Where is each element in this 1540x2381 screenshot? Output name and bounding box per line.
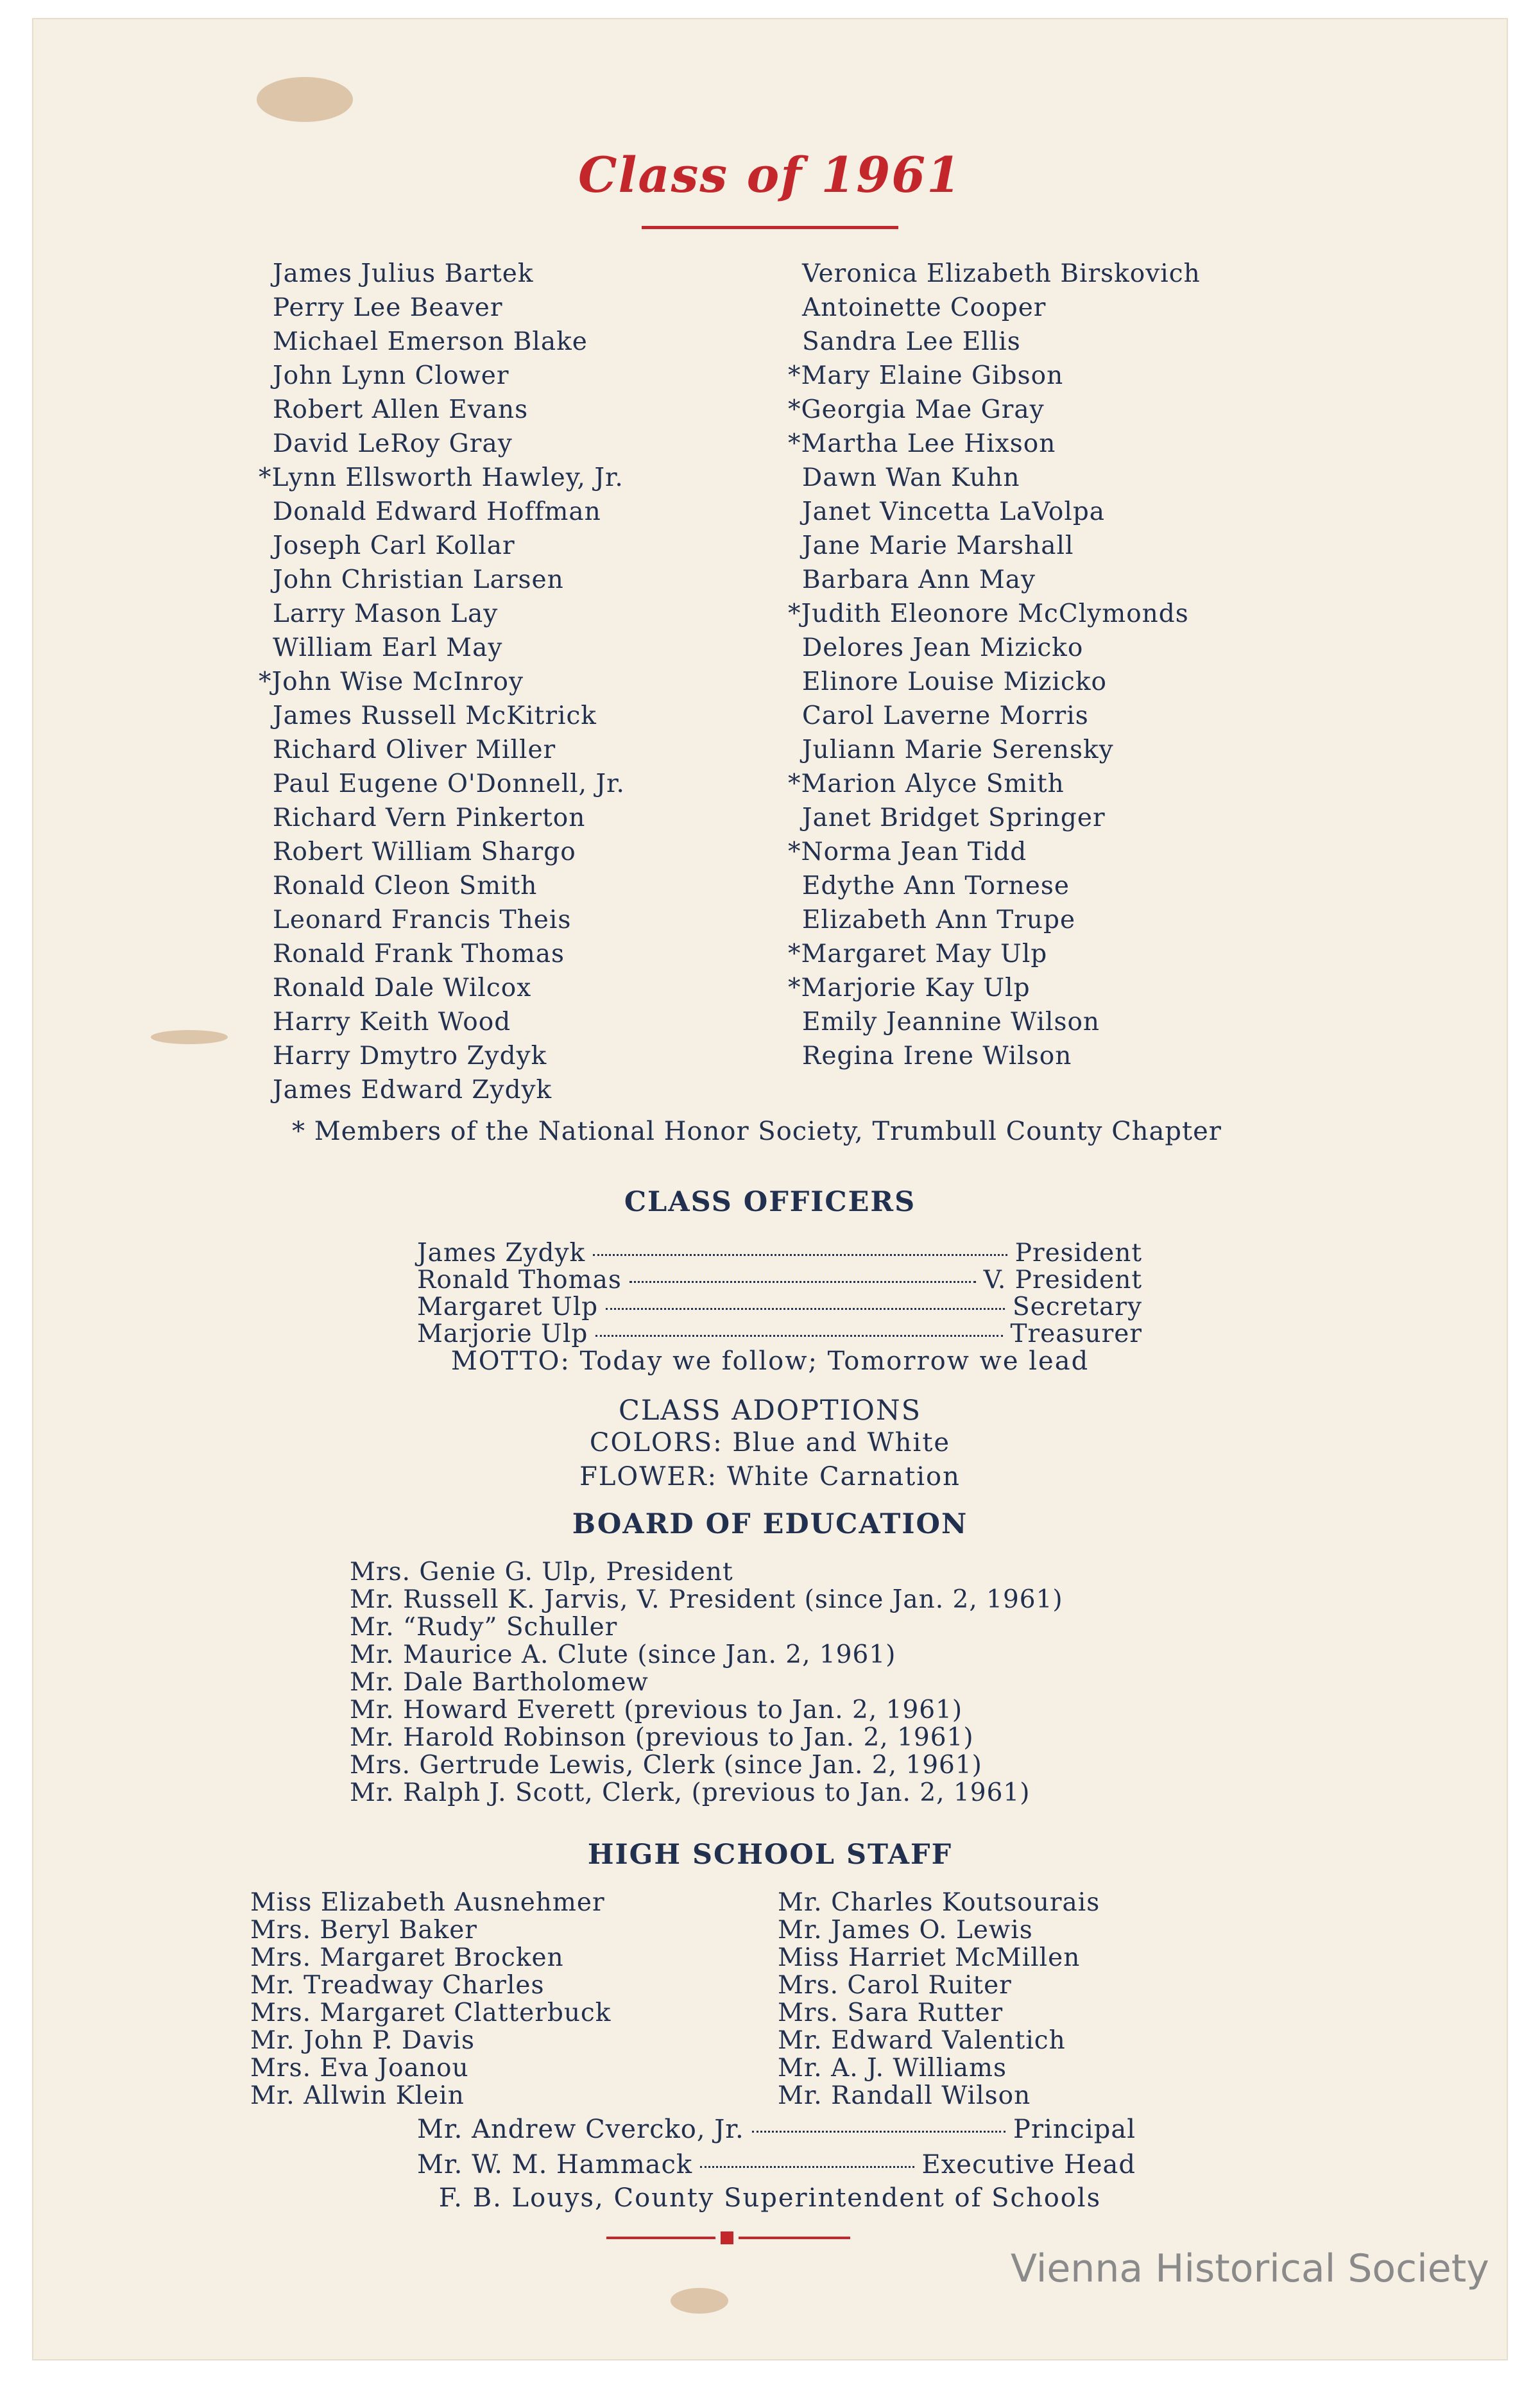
leader-dots: [629, 1281, 976, 1283]
left-graduates-column: [259, 257, 625, 1107]
staff-member: Miss Harriet McMillen: [778, 1943, 1081, 1972]
graduate-name: Veronica Elizabeth Birskovich: [802, 259, 1201, 288]
executive-name: Mr. W. M. Hammack: [417, 2150, 693, 2179]
graduate-name: Jane Marie Marshall: [802, 531, 1074, 560]
graduate-name: *Margaret May Ulp: [788, 940, 1048, 968]
graduate-name: Donald Edward Hoffman: [273, 497, 601, 526]
leader-dots: [752, 2131, 1005, 2133]
graduate-name: Juliann Marie Serensky: [802, 735, 1114, 764]
graduate-name: Leonard Francis Theis: [273, 906, 572, 934]
staff-member: Mr. Edward Valentich: [778, 2026, 1066, 2055]
graduate-name: Sandra Lee Ellis: [802, 327, 1021, 356]
class-officers-heading: CLASS OFFICERS: [624, 1186, 916, 1218]
class-motto: MOTTO: Today we follow; Tomorrow we lead: [450, 1346, 1090, 1376]
graduate-name: Janet Bridget Springer: [802, 804, 1106, 832]
graduate-name: Richard Oliver Miller: [273, 735, 556, 764]
graduate-name: Perry Lee Beaver: [273, 293, 503, 322]
board-member: Mrs. Genie G. Ulp, President: [350, 1558, 733, 1586]
graduate-name: Michael Emerson Blake: [273, 327, 588, 356]
officer-name: Margaret Ulp: [417, 1293, 599, 1321]
graduate-name: Janet Vincetta LaVolpa: [802, 497, 1106, 526]
officer-row: [417, 1239, 1142, 1267]
staff-member: Mr. Treadway Charles: [250, 1971, 545, 2000]
officer-role: President: [1014, 1239, 1142, 1268]
graduate-name: Delores Jean Mizicko: [802, 633, 1084, 662]
principal-role: Principal: [1013, 2115, 1136, 2144]
board-member: Mr. Dale Bartholomew: [350, 1668, 649, 1697]
stain: [151, 1030, 228, 1044]
board-member: Mr. Howard Everett (previous to Jan. 2, 1961): [350, 1696, 963, 1724]
leader-dots: [593, 1254, 1007, 1256]
board-members-list: [350, 1558, 1063, 1807]
board-member: Mr. Harold Robinson (previous to Jan. 2, 1961): [350, 1723, 974, 1752]
staff-left-column: [250, 1889, 611, 2110]
leader-dots: [595, 1335, 1002, 1337]
staff-member: Mrs. Eva Joanou: [250, 2054, 469, 2083]
high-school-staff-heading: HIGH SCHOOL STAFF: [587, 1839, 953, 1871]
graduate-name: *Marjorie Kay Ulp: [788, 974, 1031, 1002]
staff-member: Mr. James O. Lewis: [778, 1916, 1033, 1945]
right-graduates-column: [788, 257, 1201, 1073]
graduate-name: James Russell McKitrick: [273, 701, 597, 730]
officer-role: Secretary: [1013, 1293, 1142, 1321]
graduate-name: Regina Irene Wilson: [802, 1042, 1072, 1070]
county-superintendent: F. B. Louys, County Superintendent of Schools: [438, 2183, 1102, 2213]
graduate-name: Emily Jeannine Wilson: [802, 1008, 1100, 1036]
graduate-name: *Lynn Ellsworth Hawley, Jr.: [259, 463, 624, 492]
staff-member: Mrs. Beryl Baker: [250, 1916, 477, 1945]
graduate-name: Harry Dmytro Zydyk: [273, 1042, 547, 1070]
page-title: Class of 1961: [578, 146, 962, 203]
graduate-name: Antoinette Cooper: [802, 293, 1047, 322]
graduate-name: *Georgia Mae Gray: [788, 395, 1045, 424]
graduate-name: Ronald Frank Thomas: [273, 940, 565, 968]
graduate-name: Elizabeth Ann Trupe: [802, 906, 1076, 934]
graduate-name: Barbara Ann May: [802, 565, 1036, 594]
principal-row: [417, 2115, 1136, 2144]
graduate-name: *John Wise McInroy: [259, 667, 524, 696]
graduate-name: Dawn Wan Kuhn: [802, 463, 1020, 492]
graduate-name: *Judith Eleonore McClymonds: [788, 599, 1189, 628]
graduate-name: David LeRoy Gray: [273, 429, 513, 458]
board-of-education-heading: BOARD OF EDUCATION: [572, 1508, 968, 1540]
honor-society-footnote: * Members of the National Honor Society, Trumbull County Chapter: [292, 1117, 1222, 1146]
officer-role: Treasurer: [1010, 1319, 1142, 1348]
board-member: Mr. Ralph J. Scott, Clerk, (previous to Jan. 2, 1961): [350, 1778, 1031, 1807]
graduate-name: Edythe Ann Tornese: [802, 872, 1070, 900]
executive-row: [417, 2150, 1136, 2179]
graduate-name: Larry Mason Lay: [273, 599, 499, 628]
graduate-name: *Marion Alyce Smith: [788, 769, 1065, 798]
officer-row: [417, 1266, 1142, 1294]
graduate-name: Ronald Cleon Smith: [273, 872, 538, 900]
officer-row: [417, 1319, 1142, 1348]
officer-row: [417, 1293, 1142, 1321]
staff-member: Miss Elizabeth Ausnehmer: [250, 1888, 605, 1917]
staff-member: Mr. John P. Davis: [250, 2026, 475, 2055]
staff-member: Mrs. Sara Rutter: [778, 1998, 1004, 2027]
graduate-name: John Christian Larsen: [273, 565, 564, 594]
graduate-name: Elinore Louise Mizicko: [802, 667, 1107, 696]
leader-dots: [700, 2166, 914, 2168]
staff-member: Mrs. Margaret Brocken: [250, 1943, 564, 1972]
graduate-name: James Edward Zydyk: [273, 1076, 552, 1105]
class-colors: COLORS: Blue and White: [589, 1428, 951, 1457]
graduate-name: Ronald Dale Wilcox: [273, 974, 532, 1002]
graduate-name: Richard Vern Pinkerton: [273, 804, 586, 832]
officer-name: Marjorie Ulp: [417, 1319, 588, 1348]
watermark: Vienna Historical Society: [1011, 2246, 1489, 2291]
staff-right-column: [778, 1889, 1100, 2110]
class-flower: FLOWER: White Carnation: [579, 1462, 961, 1491]
graduate-name: John Lynn Clower: [273, 361, 509, 390]
graduate-name: Joseph Carl Kollar: [273, 531, 515, 560]
stain: [671, 2288, 728, 2314]
leader-dots: [606, 1308, 1005, 1310]
stain: [257, 77, 353, 122]
graduate-name: Harry Keith Wood: [273, 1008, 511, 1036]
officer-role: V. President: [983, 1266, 1142, 1294]
graduate-name: William Earl May: [273, 633, 503, 662]
graduate-name: James Julius Bartek: [273, 259, 534, 288]
staff-member: Mr. A. J. Williams: [778, 2054, 1007, 2083]
graduate-name: Carol Laverne Morris: [802, 701, 1089, 730]
executive-role: Executive Head: [921, 2150, 1136, 2179]
bottom-ornament: [606, 2228, 850, 2248]
graduate-name: *Martha Lee Hixson: [788, 429, 1056, 458]
graduate-name: *Mary Elaine Gibson: [788, 361, 1064, 390]
staff-member: Mrs. Margaret Clatterbuck: [250, 1998, 612, 2027]
staff-member: Mr. Charles Koutsourais: [778, 1888, 1100, 1917]
class-adoptions-heading: CLASS ADOPTIONS: [618, 1395, 922, 1427]
principal-name: Mr. Andrew Cvercko, Jr.: [417, 2115, 744, 2144]
graduate-name: Paul Eugene O'Donnell, Jr.: [273, 769, 625, 798]
board-member: Mr. Russell K. Jarvis, V. President (since Jan. 2, 1961): [350, 1585, 1063, 1614]
graduate-name: *Norma Jean Tidd: [788, 838, 1027, 866]
title-rule: [642, 226, 898, 229]
graduate-name: Robert Allen Evans: [273, 395, 529, 424]
officer-name: Ronald Thomas: [417, 1266, 622, 1294]
board-member: Mrs. Gertrude Lewis, Clerk (since Jan. 2, 1961): [350, 1751, 982, 1780]
staff-member: Mr. Randall Wilson: [778, 2081, 1031, 2110]
staff-member: Mr. Allwin Klein: [250, 2081, 465, 2110]
officer-name: James Zydyk: [417, 1239, 586, 1268]
staff-member: Mrs. Carol Ruiter: [778, 1971, 1012, 2000]
board-member: Mr. Maurice A. Clute (since Jan. 2, 1961): [350, 1640, 896, 1669]
board-member: Mr. “Rudy” Schuller: [350, 1613, 618, 1642]
graduate-name: Robert William Shargo: [273, 838, 576, 866]
